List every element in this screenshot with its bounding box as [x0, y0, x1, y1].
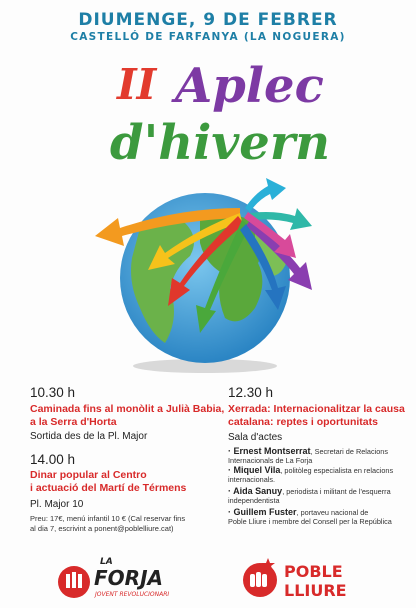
- event-1-meeting-point: Sortida des de la Pl. Major: [30, 431, 148, 442]
- la-forja-logo-sub: JOVENT REVOLUCIONARI: [95, 591, 170, 598]
- event-3-time: 12.30 h: [228, 385, 274, 400]
- event-2-time: 14.00 h: [30, 452, 76, 467]
- globe-arrows-illustration: [0, 168, 416, 378]
- speaker-3-desc-2: independentista: [228, 496, 280, 505]
- event-1-title-line-1: Caminada fins al monòlit a Julià Babia,: [30, 403, 225, 415]
- event-3-title-line-1: Xerrada: Internacionalitzar la causa: [228, 403, 405, 415]
- speaker-4-name: · Guillem Fuster: [228, 507, 297, 517]
- event-1-title-line-2: a la Serra d'Horta: [30, 416, 117, 428]
- speaker-1-name: · Ernest Montserrat: [228, 446, 311, 456]
- speaker-4-desc-2: Poble Lliure i membre del Consell per la República: [228, 517, 392, 526]
- speaker-4: [228, 508, 398, 526]
- speaker-3: [228, 487, 398, 505]
- speaker-2-desc-1: , politòleg especialista en relacions: [280, 466, 394, 475]
- title-numeral: II: [117, 60, 157, 109]
- la-forja-logo-top: LA: [100, 557, 113, 567]
- event-2-title-line-2: i actuació del Martí de Térmens: [30, 482, 187, 494]
- event-2-price-line-1: Preu: 17€, menú infantil 10 € (Cal reservar fins: [30, 514, 186, 523]
- speaker-2-name: · Miquel Vila: [228, 465, 281, 475]
- event-1-time: 10.30 h: [30, 385, 76, 400]
- event-3-venue: Sala d'actes: [228, 432, 283, 443]
- title-aplec: Aplec: [175, 58, 324, 114]
- arrow-cyan: [245, 178, 286, 212]
- speaker-3-desc-1: , periodista i militant de l'esquerra: [282, 487, 391, 496]
- speaker-2: [228, 466, 398, 484]
- poble-lliure-logo: [240, 556, 370, 600]
- poble-lliure-logo-line-2: LLIURE: [284, 581, 347, 600]
- event-location: CASTELLÓ DE FARFANYA (LA NOGUERA): [70, 31, 346, 43]
- event-2-price-line-2: al dia 7, escrivint a ponent@poblelliure.cat): [30, 524, 174, 533]
- speaker-4-desc-1: , portaveu nacional de: [296, 508, 369, 517]
- speaker-1-desc-2: Internacionals de La Forja: [228, 456, 313, 465]
- speaker-2-desc-2: internacionals.: [228, 475, 276, 484]
- poble-lliure-logo-line-1: POBLE: [284, 562, 343, 581]
- speaker-1: [228, 447, 398, 465]
- la-forja-logo-main: FORJA: [94, 566, 163, 590]
- speaker-1-desc-1: , Secretari de Relacions: [310, 447, 388, 456]
- event-3-title-line-2: catalana: reptes i oportunitats: [228, 416, 378, 428]
- event-2-title-line-1: Dinar popular al Centro: [30, 469, 147, 481]
- event-2-venue: Pl. Major 10: [30, 499, 84, 510]
- event-date: DIUMENGE, 9 DE FEBRER: [78, 10, 338, 30]
- la-forja-logo: [56, 552, 176, 602]
- speaker-3-name: · Aida Sanuy: [228, 486, 283, 496]
- title-hivern: d'hivern: [110, 115, 331, 171]
